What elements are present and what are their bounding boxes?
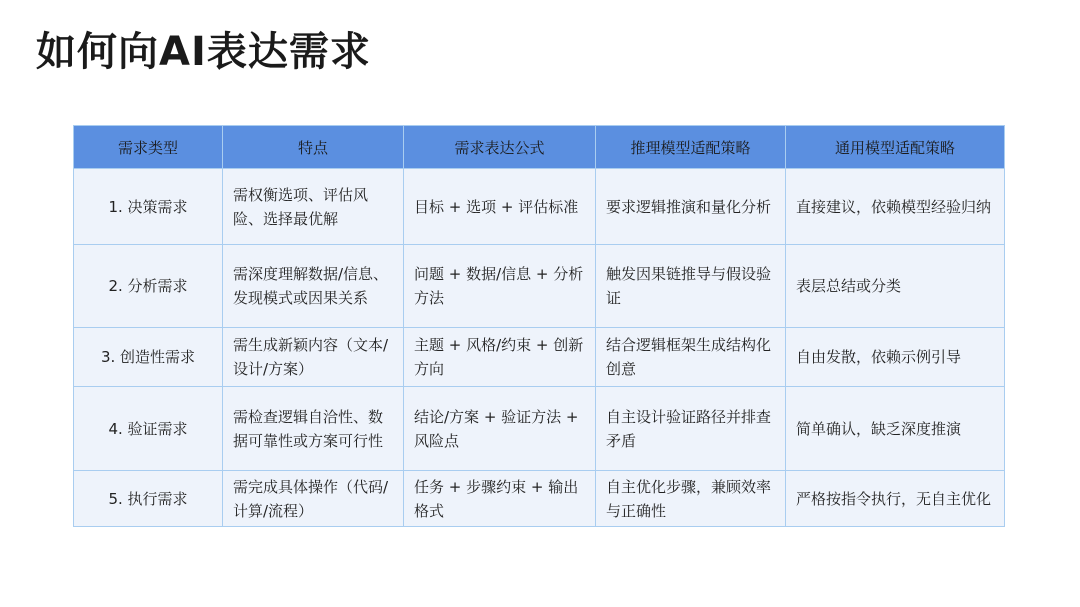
cell-characteristics: 需深度理解数据/信息、发现模式或因果关系 <box>223 245 404 328</box>
table-row <box>74 387 1005 471</box>
cell-characteristics: 需权衡选项、评估风险、选择最优解 <box>223 169 404 245</box>
cell-formula: 问题 + 数据/信息 + 分析方法 <box>404 245 596 328</box>
cell-formula: 目标 + 选项 + 评估标准 <box>404 169 596 245</box>
header-characteristics: 特点 <box>223 126 404 169</box>
header-reasoning-model-strategy: 推理模型适配策略 <box>596 126 786 169</box>
header-general-model-strategy: 通用模型适配策略 <box>786 126 1005 169</box>
cell-general-strategy: 严格按指令执行，无自主优化 <box>786 471 1005 527</box>
header-requirement-type: 需求类型 <box>74 126 223 169</box>
cell-general-strategy: 直接建议，依赖模型经验归纳 <box>786 169 1005 245</box>
requirements-table-container <box>73 125 1004 527</box>
cell-type: 5. 执行需求 <box>74 471 223 527</box>
cell-reasoning-strategy: 自主设计验证路径并排查矛盾 <box>596 387 786 471</box>
cell-type: 4. 验证需求 <box>74 387 223 471</box>
cell-formula: 主题 + 风格/约束 + 创新方向 <box>404 328 596 387</box>
header-expression-formula: 需求表达公式 <box>404 126 596 169</box>
cell-type: 1. 决策需求 <box>74 169 223 245</box>
table-row <box>74 328 1005 387</box>
cell-reasoning-strategy: 结合逻辑框架生成结构化创意 <box>596 328 786 387</box>
cell-characteristics: 需生成新颖内容（文本/设计/方案） <box>223 328 404 387</box>
table-header-row <box>74 126 1005 169</box>
table-row <box>74 471 1005 527</box>
cell-reasoning-strategy: 触发因果链推导与假设验证 <box>596 245 786 328</box>
cell-characteristics: 需完成具体操作（代码/计算/流程） <box>223 471 404 527</box>
cell-characteristics: 需检查逻辑自洽性、数据可靠性或方案可行性 <box>223 387 404 471</box>
table-row <box>74 245 1005 328</box>
cell-type: 3. 创造性需求 <box>74 328 223 387</box>
page-title: 如何向AI表达需求 <box>36 29 371 75</box>
cell-general-strategy: 自由发散，依赖示例引导 <box>786 328 1005 387</box>
cell-general-strategy: 简单确认，缺乏深度推演 <box>786 387 1005 471</box>
table-row <box>74 169 1005 245</box>
cell-type: 2. 分析需求 <box>74 245 223 328</box>
cell-reasoning-strategy: 自主优化步骤，兼顾效率与正确性 <box>596 471 786 527</box>
cell-formula: 结论/方案 + 验证方法 + 风险点 <box>404 387 596 471</box>
cell-reasoning-strategy: 要求逻辑推演和量化分析 <box>596 169 786 245</box>
cell-formula: 任务 + 步骤约束 + 输出格式 <box>404 471 596 527</box>
requirements-table <box>73 125 1005 527</box>
cell-general-strategy: 表层总结或分类 <box>786 245 1005 328</box>
